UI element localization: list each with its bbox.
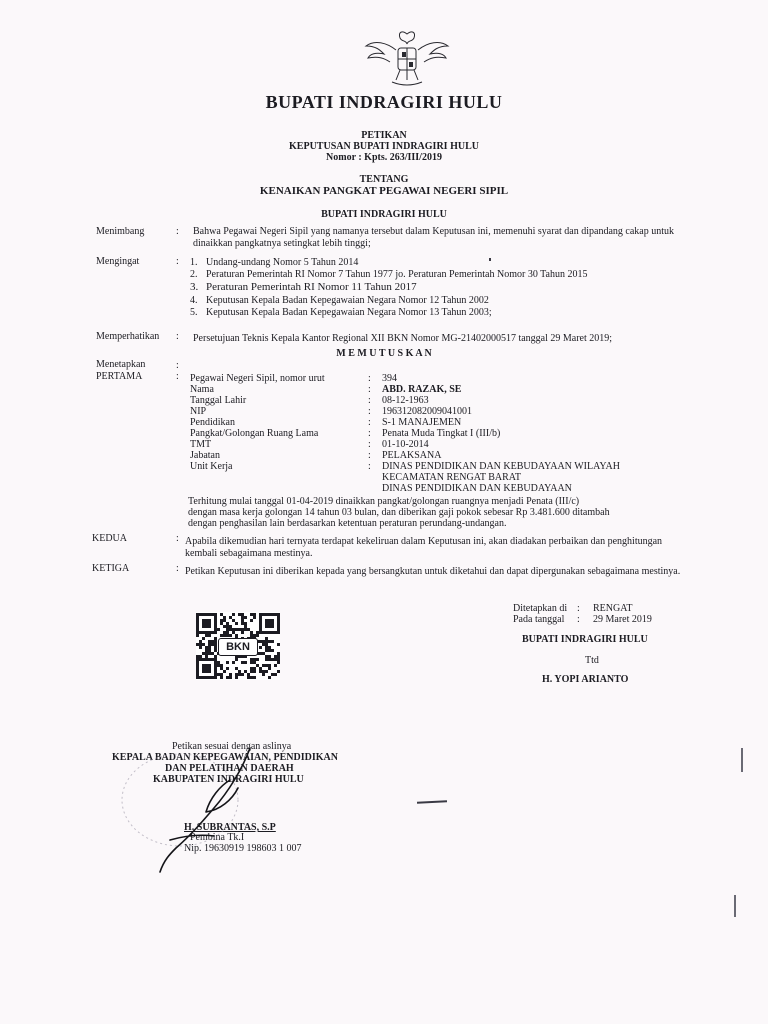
stray-mark: [734, 895, 736, 917]
detail-key: Nama: [190, 384, 214, 395]
stray-mark: [417, 800, 447, 804]
colon: :: [176, 360, 179, 371]
mengingat-item: 2. Peraturan Pemerintah RI Nomor 7 Tahun 1977 jo. Peraturan Pemerintah Nomor 30 Tahun 2015: [190, 269, 588, 280]
memperhatikan-label: Memperhatikan: [96, 331, 160, 342]
detail-key: NIP: [190, 406, 207, 417]
memperhatikan-text: Persetujuan Teknis Kepala Kantor Regional XII BKN Nomor MG-21402000517 tanggal 29 Maret 2019;: [193, 333, 613, 344]
bkn-logo: BKN: [218, 638, 258, 656]
detail-key: Unit Kerja: [190, 461, 233, 472]
subject-title: KENAIKAN PANGKAT PEGAWAI NEGERI SIPIL: [259, 185, 509, 197]
detail-key: TMT: [190, 439, 212, 450]
detail-key: Pangkat/Golongan Ruang Lama: [190, 428, 319, 439]
certifier-rank: Pembina Tk.I: [190, 832, 245, 843]
detail-key: Pegawai Negeri Sipil, nomor urut: [190, 373, 325, 384]
colon: :: [368, 373, 371, 384]
colon: :: [368, 406, 371, 417]
detail-value: PELAKSANA: [382, 450, 442, 461]
colon: :: [176, 533, 179, 544]
certification-intro: Petikan sesuai dengan aslinya: [172, 741, 292, 752]
certification-line: KEPALA BADAN KEPEGAWAIAN, PENDIDIKAN: [112, 752, 338, 763]
tanggal-value: 29 Maret 2019: [593, 614, 652, 625]
detail-value-cont: KECAMATAN RENGAT BARAT: [382, 472, 522, 483]
menimbang-label: Menimbang: [96, 226, 145, 237]
detail-value: 08-12-1963: [382, 395, 429, 406]
certification-line: KABUPATEN INDRAGIRI HULU: [153, 774, 304, 785]
ttd-label: Ttd: [585, 655, 599, 666]
detail-value: 196312082009041001: [382, 406, 472, 417]
detail-key: Jabatan: [190, 450, 220, 461]
ketiga-text: Petikan Keputusan ini diberikan kepada yang bersangkutan untuk diketahui dan dapat dipergunakan sebagaimana mestinya.: [185, 566, 681, 577]
kedua-label: KEDUA: [92, 533, 127, 544]
colon: :: [368, 450, 371, 461]
colon: :: [176, 226, 179, 237]
colon: :: [368, 461, 371, 472]
detail-key: Tanggal Lahir: [190, 395, 247, 406]
colon: :: [176, 256, 179, 267]
petikan-label: PETIKAN: [361, 130, 407, 141]
colon: :: [577, 603, 580, 614]
qr-code: [196, 612, 280, 680]
memutuskan-heading: M E M U T U S K A N: [336, 348, 432, 359]
signatory-title: BUPATI INDRAGIRI HULU: [522, 634, 648, 645]
colon: :: [577, 614, 580, 625]
mengingat-item: 4. Keputusan Kepala Badan Kepegawaian Negara Nomor 12 Tahun 2002: [190, 295, 489, 306]
pertama-label: PERTAMA: [96, 371, 143, 382]
certifier-name: H. SUBRANTAS, S.P: [184, 822, 276, 833]
nomor-keputusan: Nomor : Kpts. 263/III/2019: [326, 152, 442, 163]
ditetapkan-value: RENGAT: [593, 603, 633, 614]
colon: :: [176, 563, 179, 574]
kedua-text: Apabila dikemudian hari ternyata terdapat kekeliruan dalam Keputusan ini, akan diadakan perbaikan dan penghitungan kembali sebagaimana mestinya.: [185, 536, 663, 559]
detail-key: Pendidikan: [190, 417, 235, 428]
pertama-paragraph-line: dengan masa kerja golongan 14 tahun 03 bulan, dan diberikan gaji pokok sebesar Rp 3.481.600 ditambah: [188, 507, 610, 518]
mengingat-label: Mengingat: [96, 256, 140, 267]
stray-mark: [489, 258, 491, 261]
colon: :: [368, 395, 371, 406]
signatory-name: H. YOPI ARIANTO: [542, 674, 629, 685]
ditetapkan-label: Ditetapkan di: [513, 603, 568, 614]
certification-line: DAN PELATIHAN DAERAH: [165, 763, 294, 774]
detail-value: S-1 MANAJEMEN: [382, 417, 462, 428]
detail-value-cont: DINAS PENDIDIKAN DAN KEBUDAYAAN: [382, 483, 572, 494]
detail-value-nama: ABD. RAZAK, SE: [382, 384, 462, 395]
issuer-title: BUPATI INDRAGIRI HULU: [321, 209, 447, 220]
detail-value: Penata Muda Tingkat I (III/b): [382, 428, 501, 439]
detail-value: 01-10-2014: [382, 439, 429, 450]
pertama-paragraph-line: Terhitung mulai tanggal 01-04-2019 dinaikkan pangkat/golongan ruangnya menjadi Penata (III/c): [188, 496, 580, 507]
document-title: BUPATI INDRAGIRI HULU: [265, 92, 503, 112]
mengingat-item: 1. Undang-undang Nomor 5 Tahun 2014: [190, 257, 359, 268]
colon: :: [368, 384, 371, 395]
colon: :: [176, 331, 179, 342]
detail-value: 394: [382, 373, 397, 384]
colon: :: [368, 439, 371, 450]
tanggal-label: Pada tanggal: [513, 614, 565, 625]
menimbang-text: Bahwa Pegawai Negeri Sipil yang namanya tersebut dalam Keputusan ini, memenuhi syarat dan dipandang cakap untuk dinaikkan pangkatnya setingkat lebih tinggi;: [193, 226, 674, 249]
garuda-emblem-icon: [362, 24, 452, 94]
mengingat-item: 5. Keputusan Kepala Badan Kepegawaian Negara Nomor 13 Tahun 2003;: [190, 307, 492, 318]
detail-value: DINAS PENDIDIKAN DAN KEBUDAYAAN WILAYAH: [382, 461, 620, 472]
ketiga-label: KETIGA: [92, 563, 130, 574]
colon: :: [368, 428, 371, 439]
colon: :: [176, 371, 179, 382]
stray-mark: [741, 748, 743, 772]
handwritten-signature: [110, 740, 290, 880]
certifier-nip: Nip. 19630919 198603 1 007: [184, 843, 302, 854]
mengingat-item: 3. Peraturan Pemerintah RI Nomor 11 Tahun 2017: [190, 281, 417, 293]
colon: :: [368, 417, 371, 428]
keputusan-title: KEPUTUSAN BUPATI INDRAGIRI HULU: [289, 141, 479, 152]
menetapkan-label: Menetapkan: [96, 359, 146, 370]
pertama-paragraph-line: dengan penghasilan lain berdasarkan ketentuan peraturan perundang-undangan.: [188, 518, 507, 529]
tentang-label: TENTANG: [359, 174, 409, 185]
